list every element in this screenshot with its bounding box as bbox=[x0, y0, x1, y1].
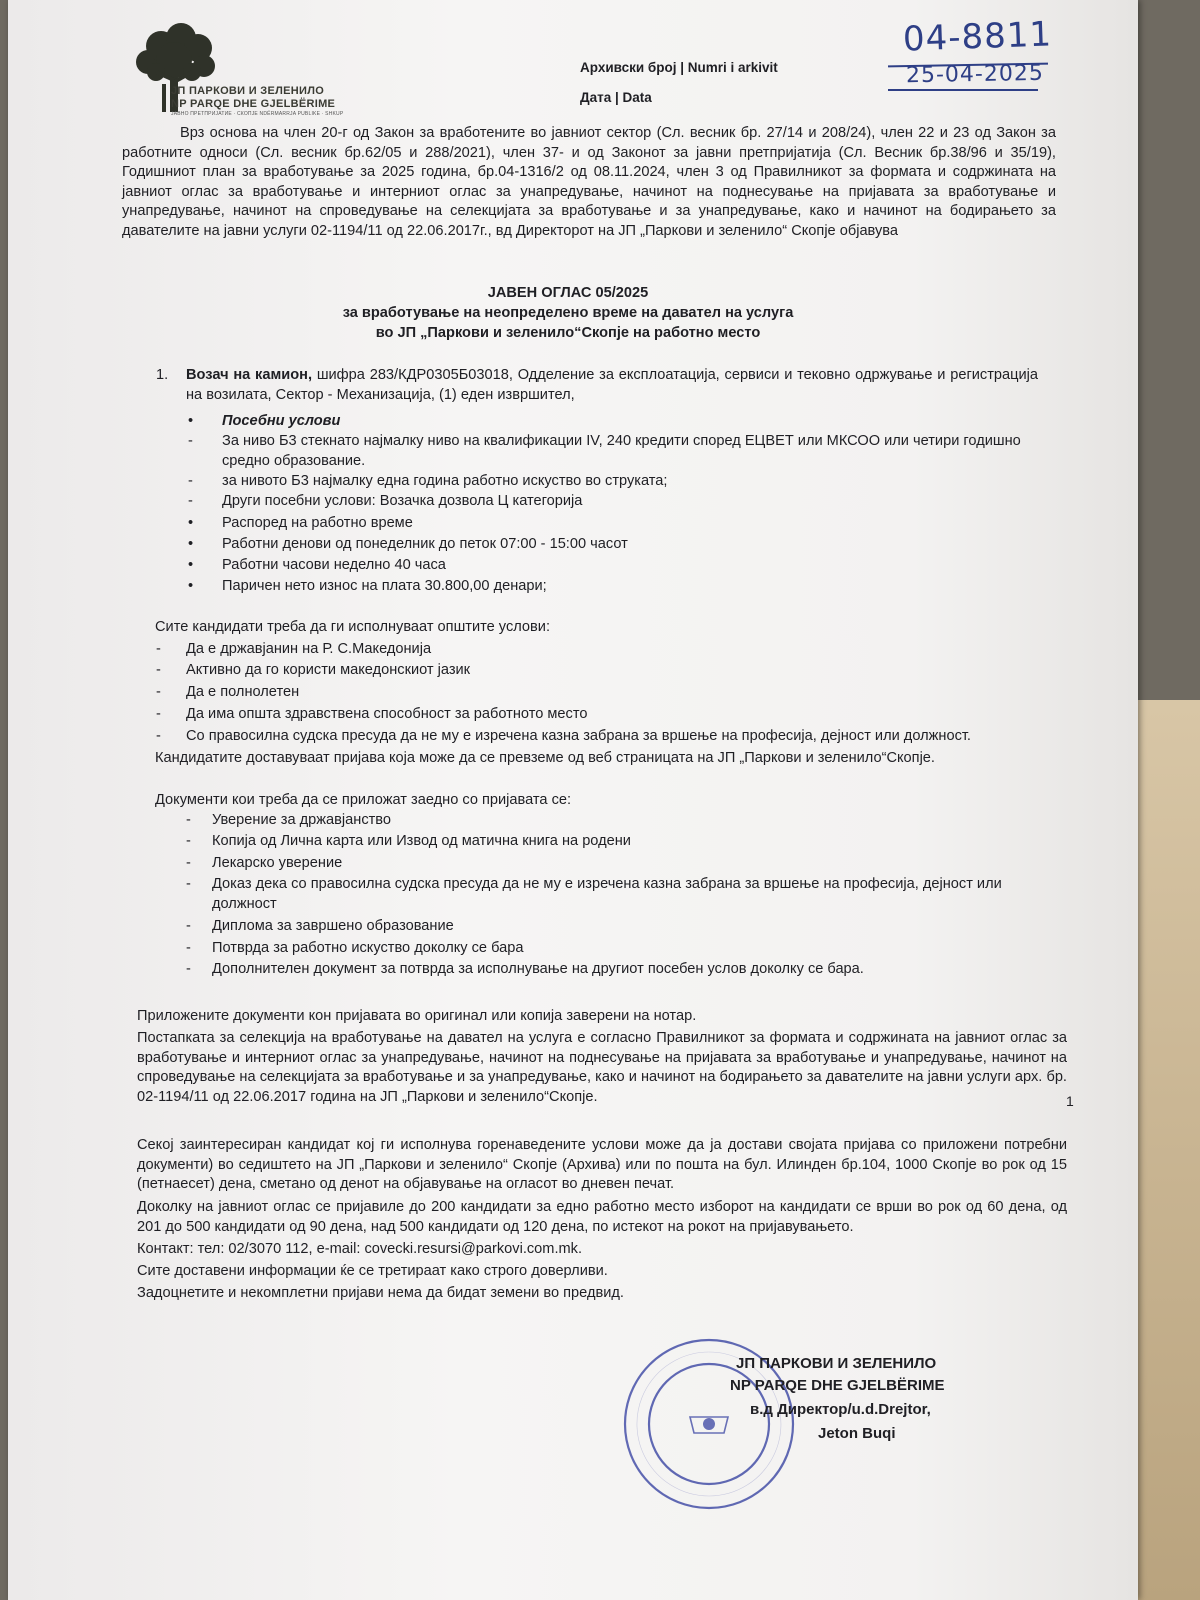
document-item: Лекарско уверение bbox=[212, 855, 343, 871]
position-description bbox=[186, 366, 1038, 405]
handwritten-date: 25-04-2025 bbox=[905, 60, 1045, 89]
intro-paragraph: Врз основа на член 20-г од Закон за вработените во јавниот сектор (Сл. весник бр. 27/14 и 208/24), член 22 и 23 од Закон за работните односи (Сл. весник бр.62/05 и 288/2021), член 37- и од Законот за јавни претпријатија (Сл. Весник бр.38/96 и 35/19), Годишниот план за вработување за 2025 година, бр.04-1316/2 од 08.11.2024, член 3 од Правилникот за формата и содржината на јавниот оглас за вработување и интерниот оглас за унапредување, начинот на поднесување на пријавата за вработување и унапредување, начинот на спроведување на селекцијата за вработување и за унапредување, како и начинот на бодирањето за давателите на јавни услуги 02-1194/11 од 22.06.2017г., вд Директорот на ЈП „Паркови и зеленило“ Скопје објавува bbox=[122, 125, 1056, 239]
position-title: Возач на камион, bbox=[186, 367, 313, 383]
position-number: 1. bbox=[156, 367, 169, 383]
logo-text-mk: ЈП ПАРКОВИ И ЗЕЛЕНИЛО bbox=[171, 85, 325, 97]
dash-marker: - bbox=[186, 833, 191, 849]
document-item: Копија од Лична карта или Извод од матична книга на родени bbox=[212, 833, 631, 849]
archive-number-label: Архивски број | Numri i arkivit bbox=[580, 60, 778, 75]
dash-marker: - bbox=[156, 728, 161, 744]
signature-role: в.д Директор/u.d.Drejtor, bbox=[750, 1401, 931, 1418]
closing-paragraph: Постапката за селекција на вработување на давател на услуга е согласно Правилникот за формата и содржината на јавниот оглас за вработување и интерниот оглас за унапредување, начинот на поднесување на пријавата за вработување и унапредување, начинот на спроведување на селекцијата за вработување и за унапредување, како и начинот на бодирањето за давателите на јавни услуги арх. бр. 02-1194/11 од 22.06.2017 година на ЈП „Паркови и зеленило“Скопје. bbox=[137, 1030, 1067, 1105]
schedule-item: Распоред на работно време bbox=[222, 515, 413, 531]
dash-marker: - bbox=[156, 662, 161, 678]
dash-marker: - bbox=[156, 684, 161, 700]
contact-line: Контакт: тел: 02/3070 112, e-mail: covecki.resursi@parkovi.com.mk. bbox=[137, 1241, 583, 1257]
bullet: • bbox=[188, 413, 194, 429]
general-condition-item: Да е полнолетен bbox=[186, 684, 300, 700]
logo-text-al: NP PARQE DHE GJELBËRIME bbox=[171, 98, 336, 110]
schedule-item: Работни часови неделно 40 часа bbox=[222, 557, 446, 573]
condition-item: За ниво Б3 стекнато најмалку ниво на квалификации IV, 240 кредити според ЕЦВЕТ или МКСОО или четири годишно средно образование. bbox=[222, 433, 1021, 469]
dash-marker: - bbox=[186, 961, 191, 977]
dash-marker: - bbox=[186, 940, 191, 956]
notice-title: ЈАВЕН ОГЛАС 05/2025 bbox=[487, 285, 649, 301]
dash-marker: - bbox=[156, 706, 161, 722]
closing-paragraph: Сите доставени информации ќе се третираат како строго доверливи. bbox=[137, 1263, 608, 1279]
handwritten-archive-number: 04-8811 bbox=[902, 14, 1053, 60]
dash-marker: - bbox=[188, 473, 193, 489]
logo-subtitle: ЈАВНО ПРЕТПРИЈАТИЕ · СКОПЈЕ NDËRMARRJA PUBLIKE · SHKUP bbox=[171, 111, 344, 117]
general-condition-item: Да е државјанин на Р. С.Македонија bbox=[186, 641, 432, 657]
document-item: Диплома за завршено образование bbox=[212, 918, 454, 934]
bullet: • bbox=[188, 536, 194, 552]
general-condition-item: Да има општа здравствена способност за работното место bbox=[186, 706, 588, 722]
general-conditions-heading: Сите кандидати треба да ги исполнуваат општите услови: bbox=[155, 619, 550, 635]
dash-marker: - bbox=[186, 855, 191, 871]
signature-name: Jeton Buqi bbox=[818, 1425, 896, 1442]
dash-marker: - bbox=[186, 876, 191, 892]
dash-marker: - bbox=[156, 641, 161, 657]
condition-item: Други посебни услови: Возачка дозвола Ц категорија bbox=[222, 493, 583, 509]
dash-marker: - bbox=[186, 812, 191, 828]
notice-subtitle-2: во ЈП „Паркови и зеленило“Скопје на работно место bbox=[375, 325, 761, 341]
general-condition-item: Активно да го користи македонскиот јазик bbox=[186, 662, 471, 678]
special-conditions-heading: Посебни услови bbox=[222, 413, 341, 429]
documents-heading: Документи кои треба да се приложат заедно со пријавата се: bbox=[155, 792, 572, 808]
closing-paragraph: Секој заинтересиран кандидат кој ги исполнува горенаведените услови може да ја достави својата пријава со приложени потребни документи) во седиштето на ЈП „Паркови и зеленило“ Скопје (Архива) или по пошта на бул. Илинден бр.104, 1000 Скопје во рок од 15 (петнаесет) дена, сметано од денот на објавување на огласот во дневен печат. bbox=[137, 1137, 1067, 1193]
notice-subtitle: за вработување на неопределено време на давател на услуга bbox=[342, 305, 794, 321]
document-item: Потврда за работно искуство доколку се бара bbox=[212, 940, 524, 956]
closing-paragraph: Приложените документи кон пријавата во оригинал или копија заверени на нотар. bbox=[137, 1008, 697, 1024]
document-page bbox=[8, 0, 1138, 1600]
signature-org-al: NP PARQE DHE GJELBËRIME bbox=[730, 1377, 945, 1394]
page-number: 1 bbox=[1066, 1093, 1074, 1109]
closing-paragraph: Задоцнетите и некомплетни пријави нема да бидат земени во предвид. bbox=[137, 1285, 624, 1301]
position-details: шифра 283/КДР0305Б03018, Одделение за експлоатација, сервиси и тековно одржување и регистрација на возилата, Сектор - Механизација, (1) еден извршител, bbox=[186, 367, 1038, 403]
condition-item: за нивото Б3 најмалку една година работно искуство во струката; bbox=[222, 473, 668, 489]
dash-marker: - bbox=[188, 433, 193, 449]
closing-paragraph: Доколку на јавниот оглас се пријавиле до 200 кандидати за едно работно место изборот на кандидати се врши во рок од 60 дена, од 201 до 500 кандидати од 90 дена, над 500 кандидати од 120 дена, по истекот на рокот на пријавувањето. bbox=[137, 1199, 1067, 1235]
document-item: Доказ дека со правосилна судска пресуда да не му е изречена казна забрана за вршење на професија, дејност или должност bbox=[212, 876, 1002, 912]
bullet: • bbox=[188, 578, 194, 594]
dash-marker: - bbox=[186, 918, 191, 934]
general-condition-item: Со правосилна судска пресуда да не му е изречена казна забрана за вршење на професија, дејност или должност. bbox=[186, 728, 971, 744]
document-item: Уверение за државјанство bbox=[212, 812, 392, 828]
bullet: • bbox=[188, 557, 194, 573]
date-label: Дата | Data bbox=[580, 90, 652, 105]
handwritten-underline bbox=[888, 89, 1038, 91]
dash-marker: - bbox=[188, 493, 193, 509]
schedule-item: Работни денови од понеделник до петок 07:00 - 15:00 часот bbox=[222, 536, 628, 552]
document-item: Дополнителен документ за потврда за исполнување на другиот посебен услов доколку се бара. bbox=[212, 961, 864, 977]
signature-org-mk: ЈП ПАРКОВИ И ЗЕЛЕНИЛО bbox=[736, 1355, 937, 1372]
application-note: Кандидатите доставуваат пријава која може да се превземе од веб страницата на ЈП „Паркови и зеленило“Скопје. bbox=[155, 750, 935, 766]
bullet: • bbox=[188, 515, 194, 531]
schedule-item: Паричен нето износ на плата 30.800,00 денари; bbox=[222, 578, 547, 594]
